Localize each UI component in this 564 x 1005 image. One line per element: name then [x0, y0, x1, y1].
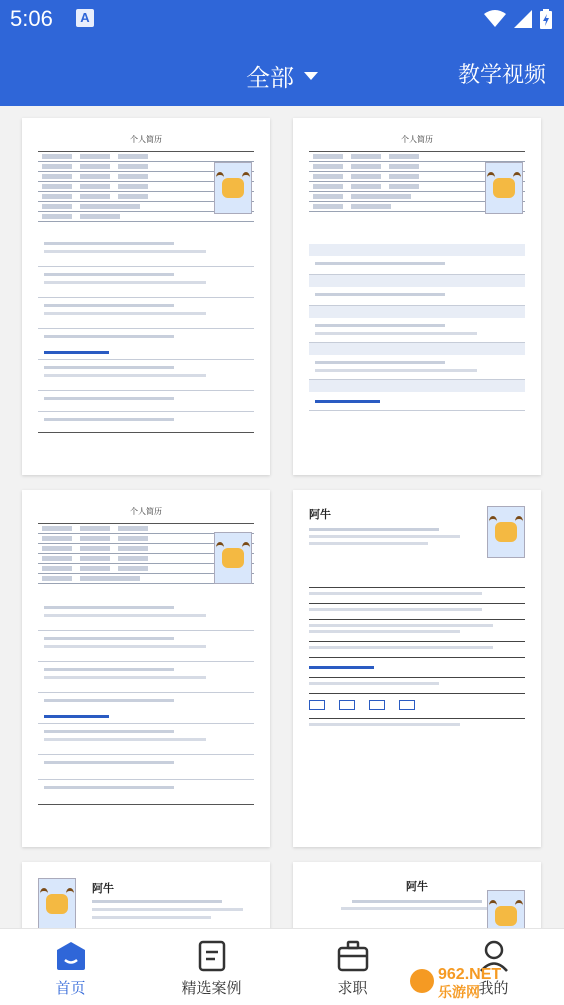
resume-name: 阿牛: [92, 883, 114, 895]
resume-preview: [309, 134, 525, 459]
resume-preview: [38, 134, 254, 459]
home-icon: [55, 940, 87, 972]
tab-cases[interactable]: [141, 929, 282, 1005]
tab-jobs-label: 求职: [337, 980, 368, 997]
tab-home-label: 首页: [55, 980, 86, 997]
battery-icon: [540, 9, 552, 29]
signal-icon: [514, 10, 532, 28]
resume-preview: [38, 506, 254, 831]
category-dropdown[interactable]: [246, 58, 318, 93]
avatar: [487, 506, 525, 558]
briefcase-icon: [337, 940, 369, 972]
tab-me-label: 我的: [478, 980, 509, 997]
resume-title: 个人简历: [130, 135, 162, 144]
resume-title: 个人简历: [401, 135, 433, 144]
watermark-logo: [408, 961, 558, 1001]
template-card[interactable]: [22, 118, 270, 475]
category-label: 全部: [246, 65, 294, 92]
template-card[interactable]: [22, 862, 270, 928]
template-card[interactable]: [22, 490, 270, 847]
top-app-bar: [0, 0, 564, 106]
tutorial-video-link[interactable]: 教学视频: [457, 62, 546, 87]
tab-cases-label: 精选案例: [181, 980, 242, 997]
template-card[interactable]: [293, 490, 541, 847]
status-time: 5:06: [10, 6, 53, 31]
bottom-navigation: [0, 928, 564, 1005]
tab-jobs[interactable]: [282, 929, 423, 1005]
template-grid: [0, 106, 564, 928]
wifi-icon: [484, 10, 506, 28]
avatar: [487, 890, 525, 928]
resume-preview: [309, 506, 525, 831]
template-card[interactable]: [293, 862, 541, 928]
notification-icon: A: [76, 9, 94, 27]
avatar: [38, 878, 76, 928]
resume-name: 阿牛: [309, 509, 331, 521]
document-icon: [198, 940, 226, 972]
resume-title: 个人简历: [130, 507, 162, 516]
svg-text:962.NET: 962.NET: [438, 966, 502, 983]
template-card[interactable]: [293, 118, 541, 475]
avatar: [485, 162, 523, 214]
avatar: [214, 532, 252, 584]
tab-home[interactable]: [0, 929, 141, 1005]
svg-text:乐游网: 乐游网: [438, 985, 480, 1001]
resume-preview: [38, 878, 254, 928]
status-icons: [484, 8, 552, 30]
resume-name: 阿牛: [406, 881, 428, 893]
avatar: [214, 162, 252, 214]
chevron-down-icon: [304, 72, 318, 80]
resume-preview: [309, 878, 525, 928]
